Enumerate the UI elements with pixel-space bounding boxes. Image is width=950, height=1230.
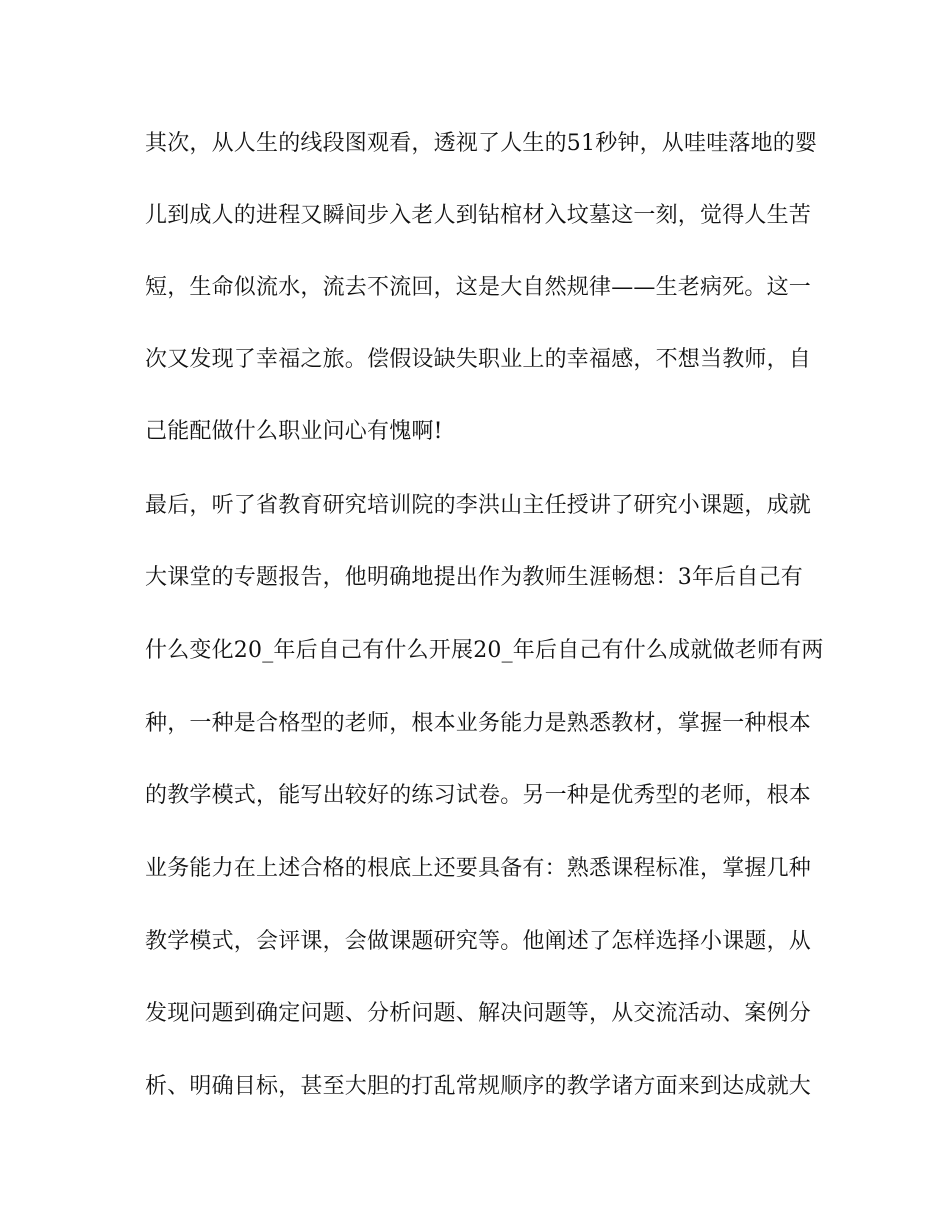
- text-line: 种，一种是合格型的老师，根本业务能力是熟悉教材，掌握一种根本: [145, 711, 812, 736]
- text-line: 己能配做什么职业问心有愧啊!: [145, 419, 443, 444]
- text-line: 最后，听了省教育研究培训院的李洪山主任授讲了研究小课题，成就: [145, 493, 812, 518]
- text-line: 短，生命似流水，流去不流回，这是大自然规律——生老病死。这一: [145, 275, 812, 300]
- text-line: 大课堂的专题报告，他明确地提出作为教师生涯畅想：3年后自己有: [145, 565, 803, 590]
- text-line: 业务能力在上述合格的根底上还要具备有：熟悉课程标准，掌握几种: [145, 856, 812, 881]
- text-line: 什么变化20_年后自己有什么开展20_年后自己有什么成就做老师有两: [145, 638, 824, 663]
- text-line: 析、明确目标，甚至大胆的打乱常规顺序的教学诸方面来到达成就大: [145, 1074, 812, 1099]
- text-line: 儿到成人的进程又瞬间步入老人到钻棺材入坟墓这一刻，觉得人生苦: [145, 203, 812, 228]
- text-line: 发现问题到确定问题、分析问题、解决问题等，从交流活动、案例分: [145, 1001, 812, 1026]
- text-line: 次又发现了幸福之旅。偿假设缺失职业上的幸福感，不想当教师，自: [145, 347, 812, 372]
- text-line: 其次，从人生的线段图观看，透视了人生的51秒钟，从哇哇落地的婴: [145, 131, 818, 156]
- text-line: 教学模式，会评课，会做课题研究等。他阐述了怎样选择小课题，从: [145, 929, 812, 954]
- text-line: 的教学模式，能写出较好的练习试卷。另一种是优秀型的老师，根本: [145, 783, 812, 808]
